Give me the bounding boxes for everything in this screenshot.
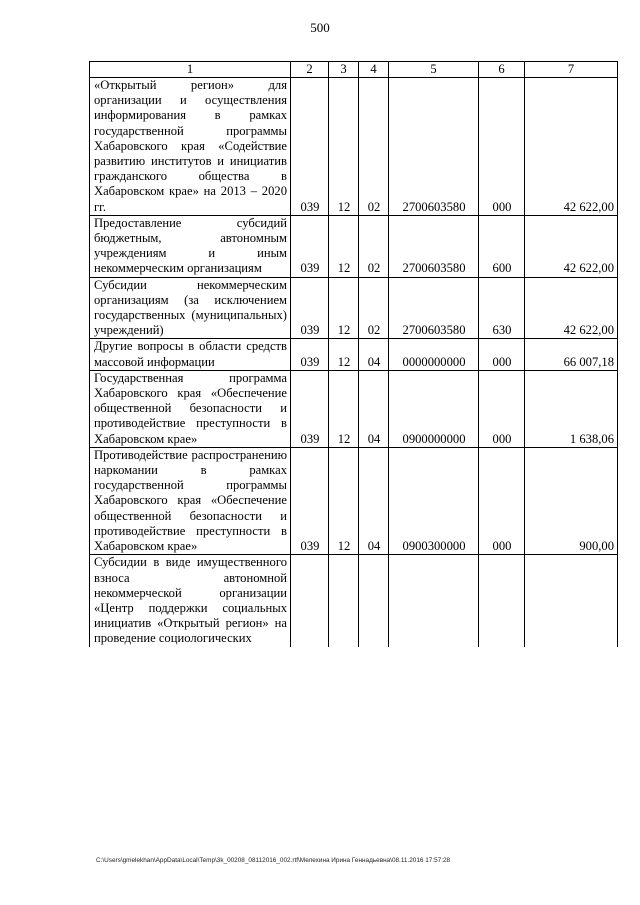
expense-type-code: 630 [479,277,525,339]
table-row [90,277,618,339]
expense-type-code: 000 [479,339,525,370]
column-header-5: 5 [389,62,479,78]
expense-type-code: 000 [479,78,525,216]
subsection-code: 04 [359,339,389,370]
subsection-code: 04 [359,447,389,554]
expense-type-code: 000 [479,370,525,447]
expense-type-code: 000 [479,447,525,554]
page-number: 500 [310,20,330,35]
section-code: 12 [329,78,359,216]
subsection-code: 02 [359,78,389,216]
row-name: «Открытый регион» для организации и осуществления информирования в рамках государственной программы Хабаровского края «Содействие развитию институтов и инициатив гражданского общества в Хабаровском крае» на 2013 – 2020 гг. [90,78,291,216]
row-name: Противодействие распространению наркомании в рамках государственной программы Хабаровского края «Обеспечение общественной безопасности и противодействие преступности в Хабаровском крае» [90,447,291,554]
subsection-code: 02 [359,277,389,339]
expense-type-code [479,555,525,647]
target-article-code: 2700603580 [389,78,479,216]
table-row [90,447,618,554]
amount: 42 622,00 [525,277,618,339]
row-name: Государственная программа Хабаровского края «Обеспечение общественной безопасности и противодействие преступности в Хабаровском крае» [90,370,291,447]
ministry-code: 039 [291,277,329,339]
subsection-code [359,555,389,647]
row-name: Предоставление субсидий бюджетным, автономным учреждениям и иным некоммерческим организациям [90,215,291,277]
ministry-code: 039 [291,339,329,370]
column-header-2: 2 [291,62,329,78]
ministry-code: 039 [291,370,329,447]
section-code: 12 [329,447,359,554]
file-path-footer: C:\Users\gmelekhan\AppData\Local\Temp\3k_00208_08112016_002.rtf\Мелехина Ирина Геннадьевна\08.11.2016 17:57:28 [96,857,451,864]
table-row [90,339,618,370]
section-code: 12 [329,277,359,339]
table-row [90,78,618,216]
ministry-code: 039 [291,447,329,554]
column-header-3: 3 [329,62,359,78]
target-article-code: 0900000000 [389,370,479,447]
target-article-code: 2700603580 [389,215,479,277]
amount: 42 622,00 [525,78,618,216]
column-header-1: 1 [90,62,291,78]
row-name: Субсидии некоммерческим организациям (за исключением государственных (муниципальных) учреждений) [90,277,291,339]
table-row [90,370,618,447]
column-header-7: 7 [525,62,618,78]
column-header-4: 4 [359,62,389,78]
section-code: 12 [329,370,359,447]
row-name: Другие вопросы в области средств массовой информации [90,339,291,370]
table-row [90,555,618,647]
amount: 66 007,18 [525,339,618,370]
row-name: Субсидии в виде имущественного взноса автономной некоммерческой организации «Центр поддержки социальных инициатив «Открытый регион» на проведение социологических [90,555,291,647]
target-article-code: 2700603580 [389,277,479,339]
budget-table [89,61,618,647]
section-code: 12 [329,215,359,277]
section-code: 12 [329,339,359,370]
amount: 42 622,00 [525,215,618,277]
table-row [90,215,618,277]
ministry-code: 039 [291,215,329,277]
target-article-code: 0000000000 [389,339,479,370]
amount: 1 638,06 [525,370,618,447]
subsection-code: 04 [359,370,389,447]
target-article-code [389,555,479,647]
column-header-6: 6 [479,62,525,78]
ministry-code: 039 [291,78,329,216]
amount: 900,00 [525,447,618,554]
expense-type-code: 600 [479,215,525,277]
table-header-row [90,62,618,78]
ministry-code [291,555,329,647]
section-code [329,555,359,647]
subsection-code: 02 [359,215,389,277]
target-article-code: 0900300000 [389,447,479,554]
amount [525,555,618,647]
